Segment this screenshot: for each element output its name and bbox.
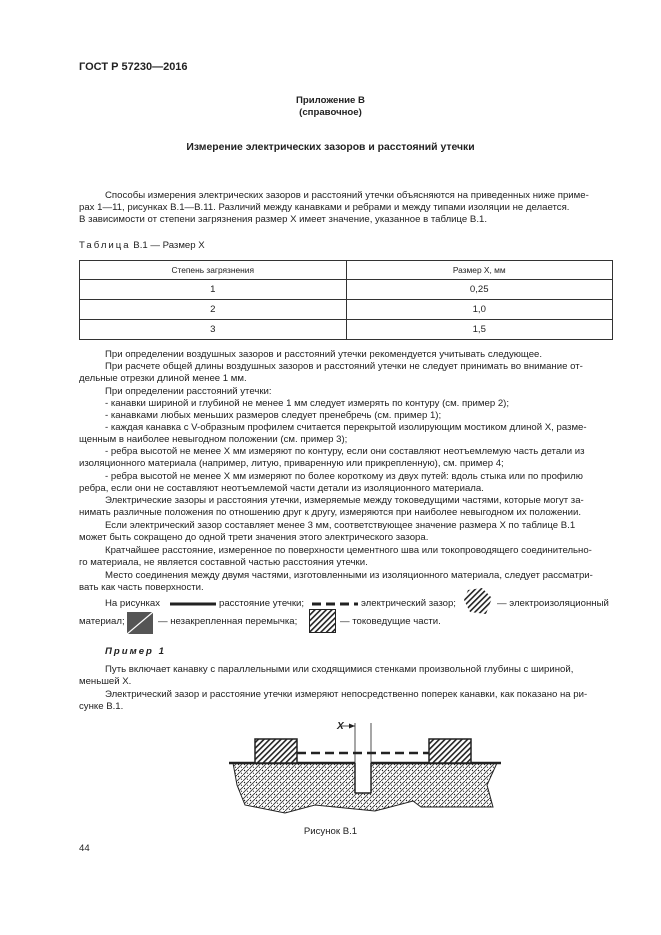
insulation-hatch-icon — [464, 588, 494, 614]
creepage-line-icon — [170, 598, 216, 610]
body-line: При расчете общей длины воздушных зазоров и расстояний утечки не следует принимать во внимание от- — [105, 361, 583, 372]
body-line: Если электрический зазор составляет менее 3 мм, соответствующее значение размера X по таблице В.1 — [105, 520, 576, 531]
intro-line-2: рах 1—11, рисунках В.1—В.11. Различий между канавками и ребрами и между типами изоляции не делается. — [79, 202, 570, 213]
table-header-cell: Степень загрязнения — [80, 261, 347, 280]
table-row — [80, 320, 613, 340]
annex-title: Приложение В — [296, 95, 365, 106]
body-line: - канавками любых меньших размеров следует пренебречь (см. пример 1); — [105, 410, 442, 421]
body-line: изоляционного материала (например, литую, приваренную или прикрепленную), см. пример 4; — [79, 458, 504, 469]
dim-label: X — [337, 721, 344, 732]
table-cell: 0,25 — [346, 280, 613, 300]
body-line: Электрические зазоры и расстояния утечки, измеряемые между токоведущими частями, которые могут за- — [105, 495, 584, 506]
annex-subtitle: (справочное) — [299, 107, 362, 118]
table-caption-suffix: В.1 — Размер X — [133, 240, 205, 251]
example-line: Путь включает канавку с параллельными или сходящимися стенками произвольной глубины с шириной, — [105, 664, 574, 675]
body-line: ребра, если они не составляют неотъемлемой части детали из изоляционного материала. — [79, 483, 484, 494]
body-line: щенным в наиболее невыгодном положении (см. пример 3); — [79, 434, 348, 445]
example-line: сунке В.1. — [79, 701, 124, 712]
table-cell: 1,5 — [346, 320, 613, 340]
legend-live: — токоведущие части. — [340, 616, 441, 627]
page-number: 44 — [79, 843, 90, 854]
body-line: нимать различные положения по отношению друг к другу, измеряются при наиболее невыгодном их положении. — [79, 507, 581, 518]
table-row — [80, 280, 613, 300]
table-header-cell: Размер X, мм — [346, 261, 613, 280]
body-line: Место соединения между двумя частями, изготовленными из изоляционного материала, следует рассматри- — [105, 570, 593, 581]
legend-link: — незакрепленная перемычка; — [158, 616, 298, 627]
legend-material: материал; — [79, 616, 125, 627]
figure-caption: Рисунок В.1 — [303, 826, 358, 837]
body-line: Кратчайшее расстояние, измеренное по поверхности цементного шва или токопроводящего соединительно- — [105, 545, 592, 556]
body-line: При определении воздушных зазоров и расстояний утечки рекомендуется учитывать следующее. — [105, 349, 543, 360]
legend-intro: На рисунках — [105, 598, 161, 609]
legend-creepage: расстояние утечки; — [219, 598, 305, 609]
body-line: - ребра высотой не менее X мм измеряют по контуру, если они составляют неотъемлемую часть детали из — [105, 446, 585, 457]
legend-clearance: электрический зазор; — [361, 598, 456, 609]
table-caption-prefix: Таблица — [79, 240, 131, 251]
legend-insulation: — электроизоляционный — [497, 598, 609, 609]
standard-header: ГОСТ Р 57230—2016 — [79, 61, 188, 73]
body-line: дельные отрезки длиной менее 1 мм. — [79, 373, 247, 384]
example-line: Электрический зазор и расстояние утечки измеряют непосредственно поперек канавки, как показано на ри- — [105, 689, 588, 700]
body-line: го материала, не является составной частью расстояния утечки. — [79, 557, 368, 568]
example-line: меньшей X. — [79, 676, 132, 687]
body-line: - каждая канавка с V-образным профилем считается перекрытой изолирующим мостиком длиной X, разме- — [105, 422, 587, 433]
table-caption — [79, 240, 205, 251]
body-line: может быть сокращено до одной трети значения этого электрического зазора. — [79, 532, 429, 543]
table-cell: 1,0 — [346, 300, 613, 320]
link-bridge-icon — [126, 611, 154, 635]
body-line: При определении расстояний утечки: — [105, 386, 272, 397]
live-part-left — [255, 739, 297, 763]
table-header-row — [80, 261, 613, 280]
figure-b1 — [225, 715, 505, 820]
example-title: Пример 1 — [105, 646, 166, 657]
intro-line-3: В зависимости от степени загрязнения размер X имеет значение, указанное в таблице В.1. — [79, 214, 487, 225]
table-cell: 3 — [80, 320, 347, 340]
table-b1 — [79, 260, 613, 340]
table-cell: 1 — [80, 280, 347, 300]
live-part-right — [429, 739, 471, 763]
insulation-base — [233, 763, 497, 813]
intro-line-1: Способы измерения электрических зазоров и расстояний утечки объясняются на приведенных ниже приме- — [105, 190, 589, 201]
table-row — [80, 300, 613, 320]
table-cell: 2 — [80, 300, 347, 320]
live-part-icon — [309, 609, 336, 633]
section-title: Измерение электрических зазоров и расстояний утечки — [186, 142, 475, 153]
body-line: вать как часть поверхности. — [79, 582, 204, 593]
body-line: - канавки шириной и глубиной не менее 1 мм следует измерять по контуру (см. пример 2); — [105, 398, 510, 409]
body-line: - ребра высотой не менее X мм измеряют по более короткому из двух путей: вдоль стыка или по профилю — [105, 471, 583, 482]
